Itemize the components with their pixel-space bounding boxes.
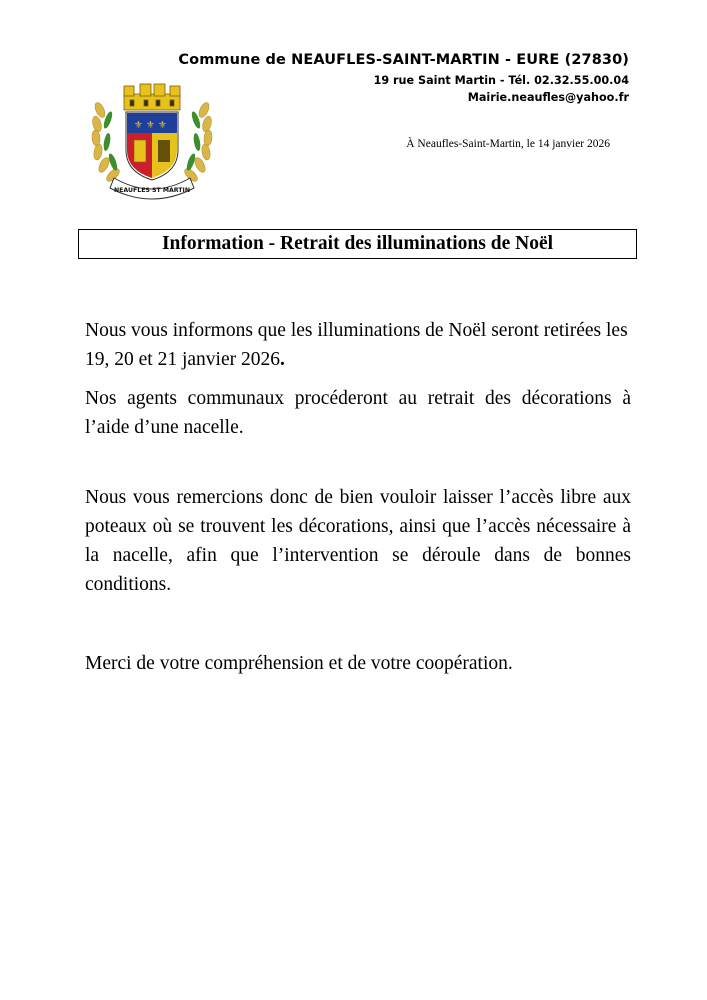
mural-crown-icon xyxy=(124,84,180,110)
svg-text:⚜: ⚜ xyxy=(134,120,143,131)
commune-header: Commune de NEAUFLES-SAINT-MARTIN - EURE (27830) xyxy=(178,52,629,68)
date-line: À Neaufles-Saint-Martin, le 14 janvier 2026 xyxy=(406,138,610,150)
ribbon-banner xyxy=(110,178,194,199)
commune-address: 19 rue Saint Martin - Tél. 02.32.55.00.04 xyxy=(373,74,629,87)
commune-email: Mairie.neaufles@yahoo.fr xyxy=(467,91,629,104)
document-title: Information - Retrait des illuminations de Noël xyxy=(161,233,554,254)
paragraph-access: Nous vous remercions donc de bien vouloir laisser l’accès libre aux poteaux où se trouvent les décorations, ainsi que l’accès nécessaire à la nacelle, afin que l’intervention se déroule dans de bonnes conditions. xyxy=(85,487,631,595)
svg-text:⚜: ⚜ xyxy=(146,120,155,131)
paragraph-agents: Nos agents communaux procéderont au retrait des décorations à l’aide d’une nacelle. xyxy=(85,388,631,438)
paragraph-dates xyxy=(85,316,631,374)
shield-icon xyxy=(126,112,178,180)
paragraph-dates-period: . xyxy=(279,349,285,370)
ribbon-text: NEAUFLES ST MARTIN xyxy=(114,187,190,194)
paragraph-dates-text: Nous vous informons que les illuminations de Noël seront retirées les 19, 20 et 21 janvier 2026 xyxy=(85,320,628,370)
svg-text:⚜: ⚜ xyxy=(158,120,167,131)
paragraph-thanks: Merci de votre compréhension et de votre coopération. xyxy=(85,653,513,674)
title-box xyxy=(78,229,637,259)
coat-of-arms-logo xyxy=(86,80,218,206)
